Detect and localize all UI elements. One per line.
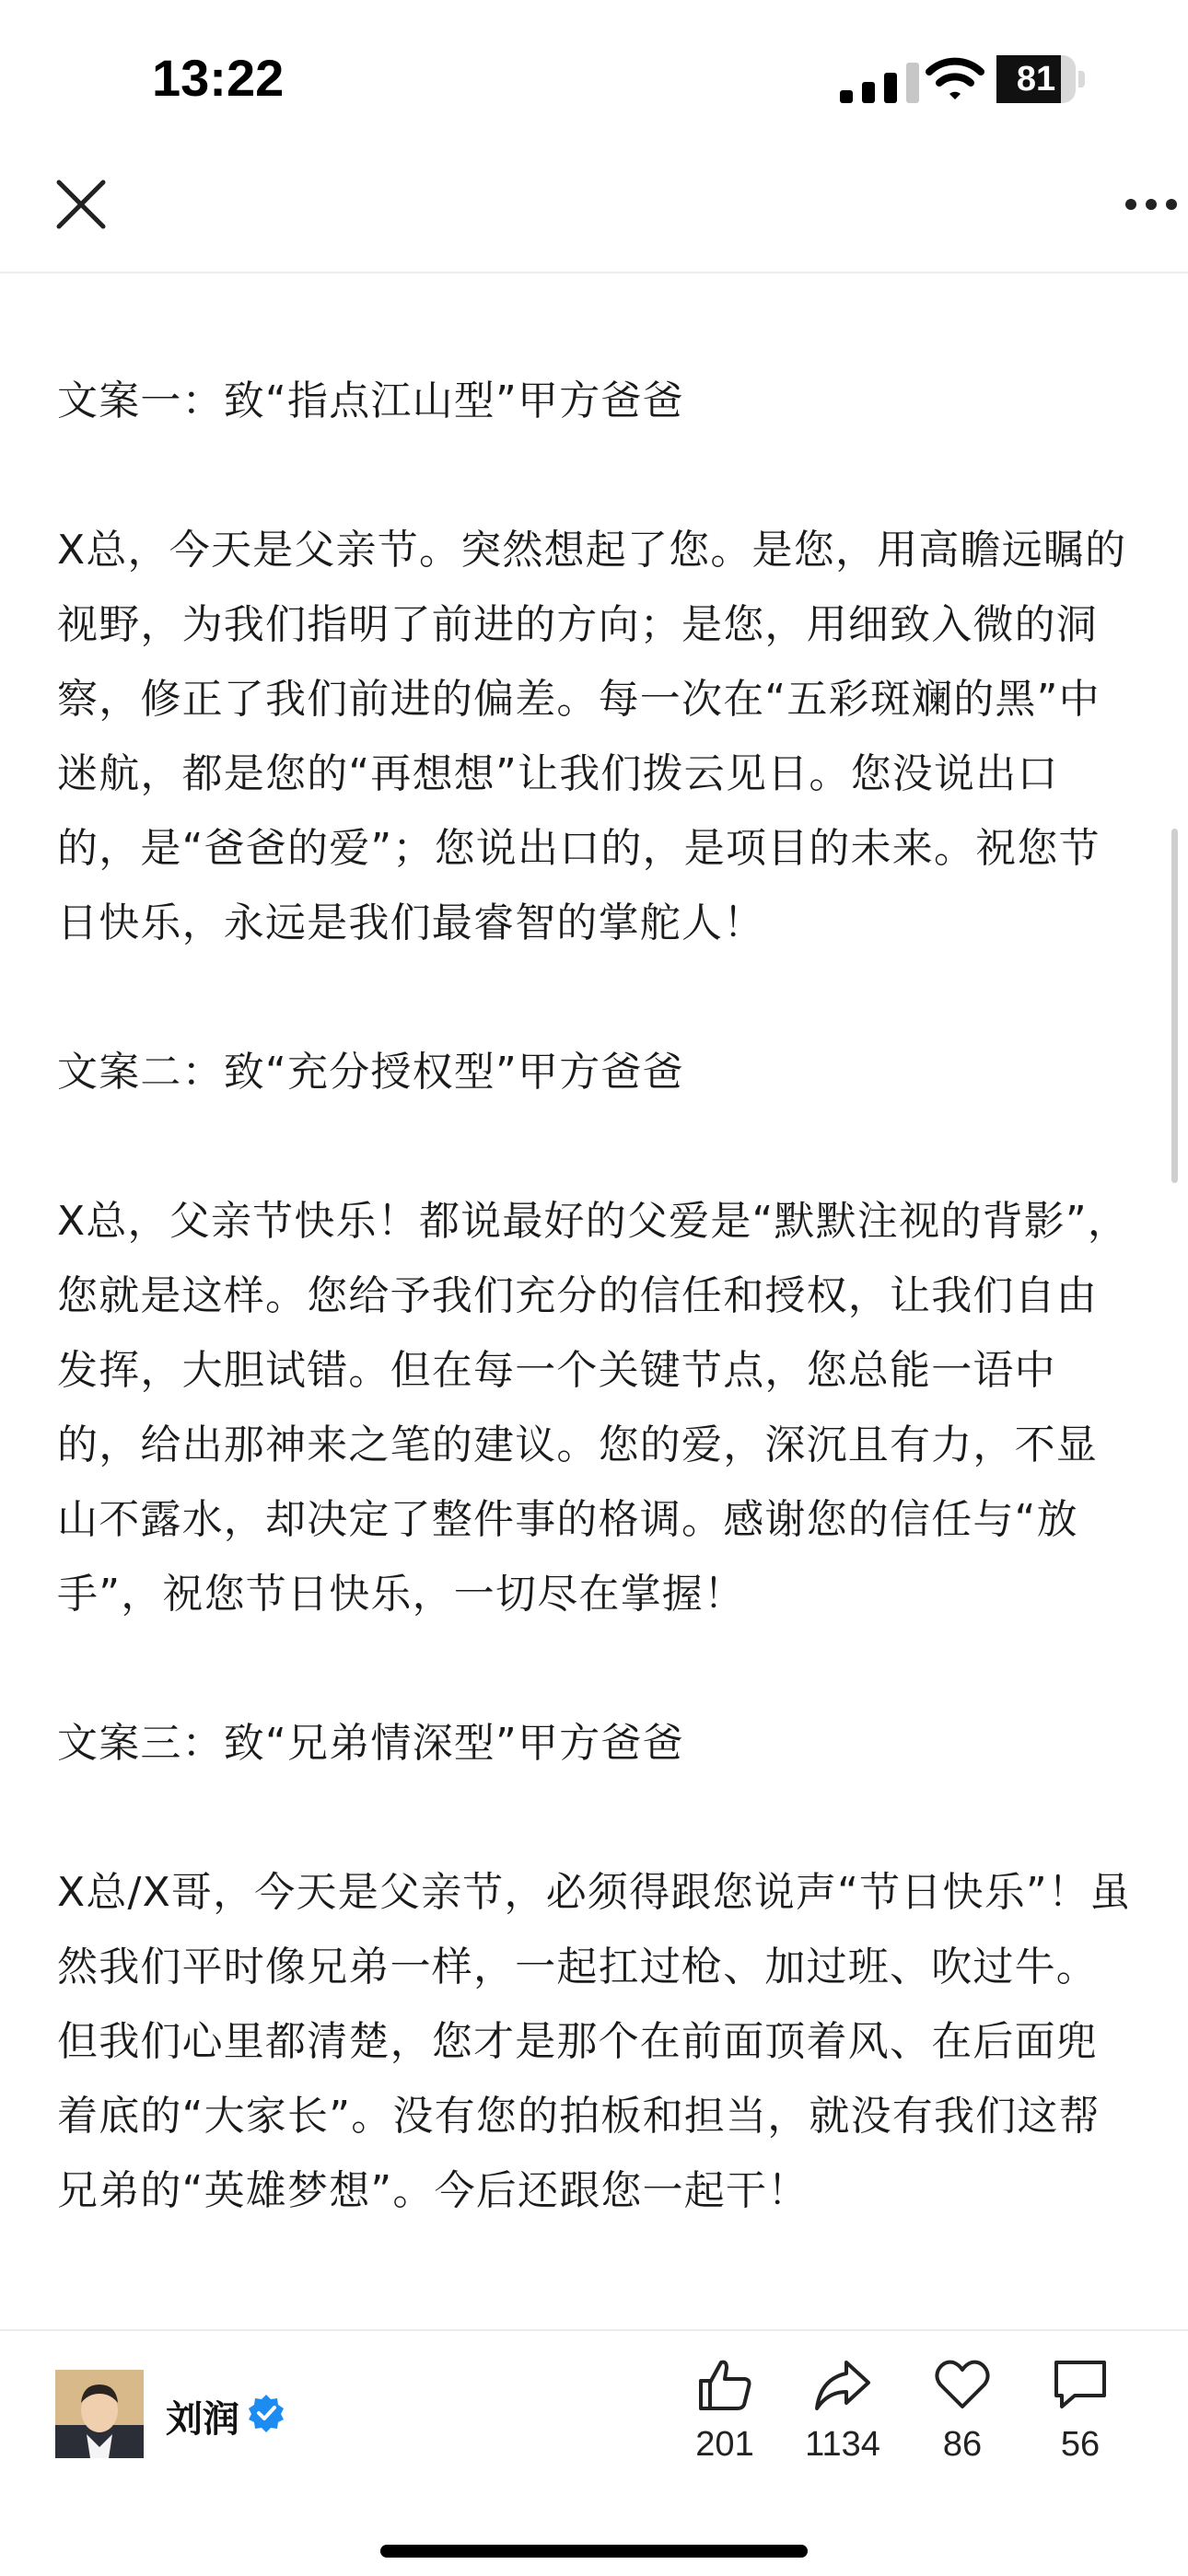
cellular-signal-icon	[840, 63, 923, 103]
heart-icon	[933, 2357, 992, 2412]
home-indicator[interactable]	[380, 2545, 808, 2558]
status-bar	[0, 0, 1188, 157]
share-icon	[813, 2357, 872, 2412]
article-content[interactable]	[0, 272, 1188, 2329]
section-heading-2: 文案二：致“充分授权型”甲方爸爸	[57, 1049, 684, 1096]
section-body-3: X总/X哥，今天是父亲节，必须得跟您说声“节日快乐”！虽然我们平时像兄弟一样，一起扛过枪、加过班、吹过牛。但我们心里都清楚，您才是那个在前面顶着风、在后面兜着底的“大家长”。没有您的拍板和担当，就没有我们这帮兄弟的“英雄梦想”。今后还跟您一起干！	[57, 1869, 1132, 2214]
author-avatar[interactable]	[55, 2370, 144, 2458]
wifi-icon	[926, 55, 984, 101]
favorite-count: 86	[942, 2425, 983, 2464]
section-heading-3: 文案三：致“兄弟情深型”甲方爸爸	[57, 1720, 684, 1767]
author-name[interactable]: 刘润	[166, 2398, 239, 2441]
share-count: 1134	[805, 2425, 880, 2464]
share-button[interactable]	[787, 2357, 898, 2465]
battery-indicator	[996, 55, 1085, 103]
like-button[interactable]	[670, 2357, 780, 2465]
section-heading-1: 文案一：致“指点江山型”甲方爸爸	[57, 377, 684, 424]
thumbs-up-icon	[695, 2357, 754, 2412]
like-count: 201	[695, 2425, 754, 2464]
verified-badge-icon	[247, 2394, 285, 2432]
favorite-button[interactable]	[907, 2357, 1018, 2465]
status-time: 13:22	[152, 49, 285, 107]
comment-icon	[1051, 2357, 1110, 2412]
section-body-1: X总，今天是父亲节。突然想起了您。是您，用高瞻远瞩的视野，为我们指明了前进的方向；是您，用细致入微的洞察，修正了我们前进的偏差。每一次在“五彩斑斓的黑”中迷航，都是您的“再想想”让我们拨云见日。您没说出口的，是“爸爸的爱”；您说出口的，是项目的未来。祝您节日快乐，永远是我们最睿智的掌舵人！	[57, 527, 1127, 946]
battery-percent: 81	[1016, 60, 1056, 99]
top-nav-bar	[0, 157, 1188, 273]
comment-count: 56	[1060, 2425, 1101, 2464]
more-dots-icon[interactable]	[1124, 193, 1179, 215]
scroll-indicator[interactable]	[1171, 829, 1178, 1183]
bottom-action-bar	[0, 2329, 1188, 2576]
section-body-2: X总，父亲节快乐！都说最好的父爱是“默默注视的背影”，您就是这样。您给予我们充分的信任和授权，让我们自由发挥，大胆试错。但在每一个关键节点，您总能一语中的，给出那神来之笔的建议。您的爱，深沉且有力，不显山不露水，却决定了整件事的格调。感谢您的信任与“放手”，祝您节日快乐，一切尽在掌握！	[57, 1198, 1130, 1618]
comment-button[interactable]	[1025, 2357, 1136, 2465]
close-icon[interactable]	[53, 177, 109, 232]
